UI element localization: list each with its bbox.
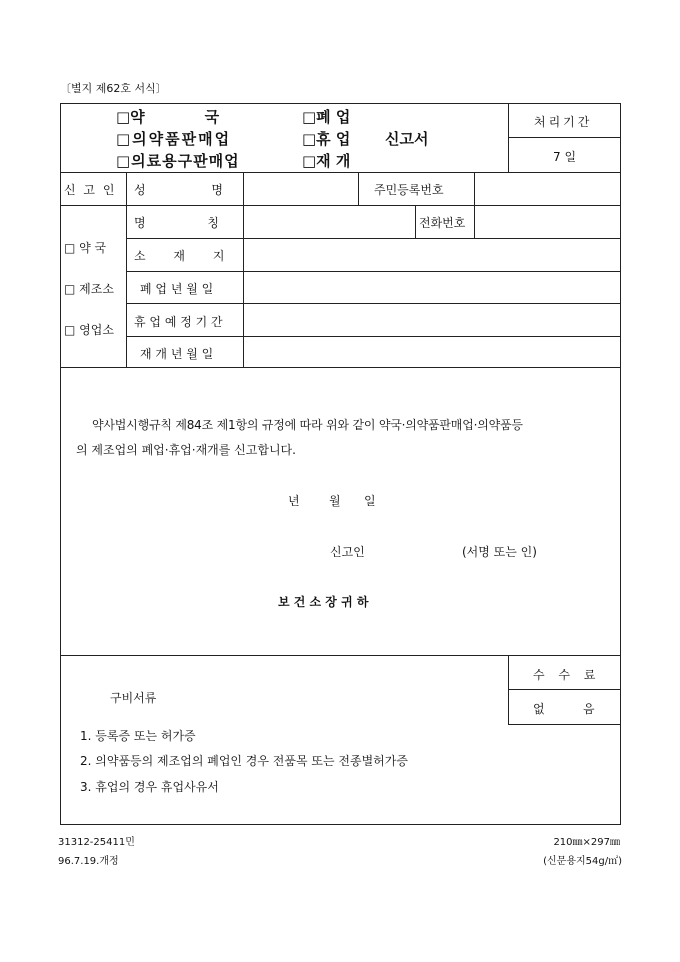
title-suspension: □휴 업 — [302, 130, 351, 148]
title-closure: □폐 업 — [302, 108, 351, 126]
business-name-label: 명 칭 — [134, 216, 219, 230]
date-day: 일 — [364, 494, 376, 508]
phone-field[interactable] — [479, 214, 615, 232]
name-label: 성 명 — [134, 183, 223, 197]
reopen-date-field[interactable] — [248, 345, 615, 363]
revision-date: 96.7.19.개정 — [58, 856, 119, 867]
paper-type: (신문용지54g/㎡) — [543, 856, 622, 867]
closure-date-label: 폐 업 년 월 일 — [140, 282, 214, 296]
addressee: 보 건 소 장 귀 하 — [278, 595, 369, 609]
title-pharmacy: □약 국 — [116, 108, 220, 126]
date-month: 월 — [329, 494, 341, 508]
form-label: 〔별지 제62호 서식〕 — [60, 82, 167, 95]
type-pharmacy-checkbox[interactable]: □ 약 국 — [64, 241, 107, 255]
suspension-period-label: 휴 업 예 정 기 간 — [134, 315, 223, 329]
documents-title: 구비서류 — [110, 691, 157, 705]
processing-period-label: 처리기간 — [534, 115, 593, 129]
declaration-line-2: 의 제조업의 폐업·휴업·재개를 신고합니다. — [76, 443, 296, 457]
type-office-checkbox[interactable]: □ 영업소 — [64, 323, 114, 337]
address-field[interactable] — [248, 247, 615, 265]
declaration-line-1: 약사법시행규칙 제84조 제1항의 규정에 따라 위와 같이 약국·의약품판매업·의약품등 — [92, 418, 523, 432]
title-medical-device-sales: □의료용구판매업 — [116, 152, 240, 170]
document-item: 2. 의약품등의 제조업의 폐업인 경우 전품목 또는 전종별허가증 — [80, 754, 408, 768]
document-item: 1. 등록증 또는 허가증 — [80, 729, 196, 743]
signature-label: (서명 또는 인) — [462, 545, 537, 559]
fee-value-right: 음 — [583, 702, 595, 716]
title-reopening: □재 개 — [302, 152, 351, 170]
fee-value-left: 없 — [533, 702, 545, 716]
closure-date-field[interactable] — [248, 280, 615, 298]
date-year: 년 — [288, 494, 300, 508]
title-report: 신고서 — [385, 130, 429, 148]
name-field[interactable] — [248, 181, 354, 199]
document-item: 3. 휴업의 경우 휴업사유서 — [80, 780, 219, 794]
phone-label: 전화번호 — [419, 216, 466, 230]
type-factory-checkbox[interactable]: □ 제조소 — [64, 282, 114, 296]
rrn-label: 주민등록번호 — [374, 183, 444, 197]
reporter-label: 신고인 — [330, 545, 365, 559]
paper-size: 210㎜×297㎜ — [553, 837, 620, 848]
suspension-period-field[interactable] — [248, 313, 615, 331]
processing-period-value: 7 일 — [553, 150, 577, 164]
business-name-field[interactable] — [248, 214, 410, 232]
title-drug-sales: □의약품판매업 — [116, 130, 232, 148]
address-label: 소 재 지 — [134, 249, 225, 263]
reopen-date-label: 재 개 년 월 일 — [140, 347, 214, 361]
fee-label: 수 수 료 — [533, 668, 596, 682]
form-code: 31312-25411민 — [58, 837, 135, 848]
applicant-label: 신 고 인 — [64, 183, 117, 197]
rrn-field[interactable] — [479, 181, 615, 199]
